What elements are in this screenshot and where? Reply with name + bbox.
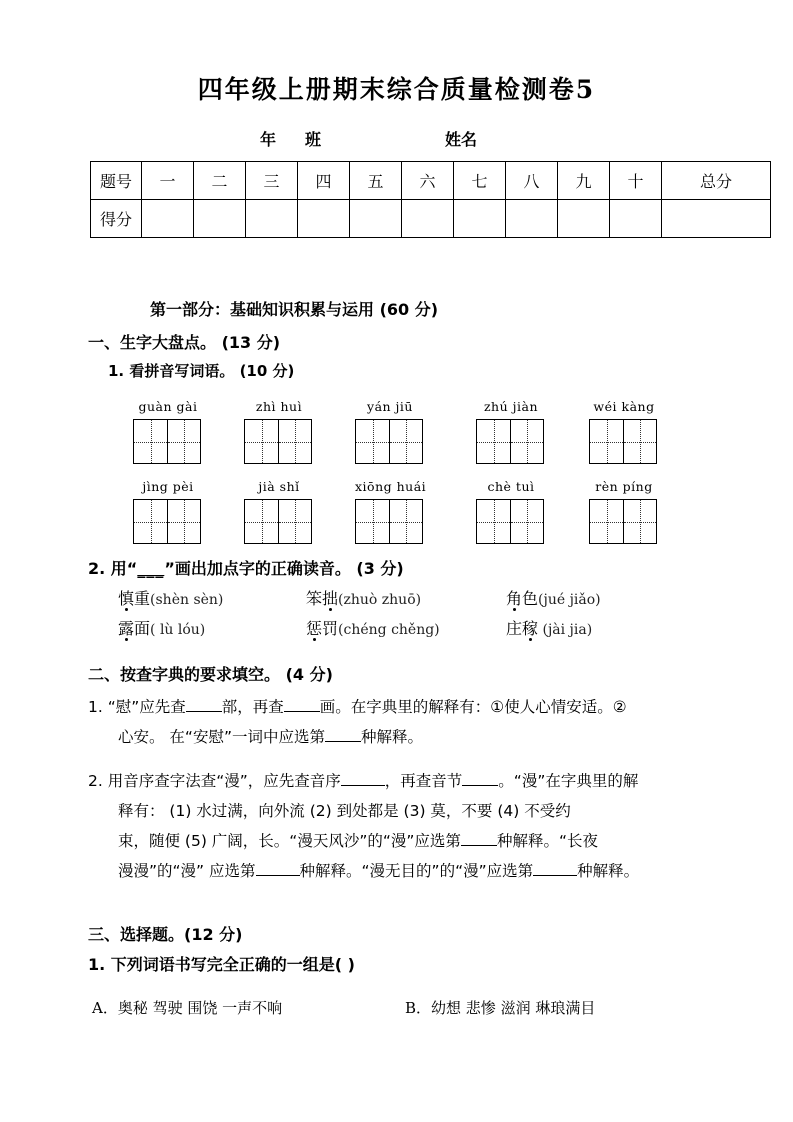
character-grid-box-2[interactable]: [244, 419, 312, 464]
pronunciation-choice-grid: [118, 586, 718, 646]
column-header-7: 七: [454, 162, 506, 200]
pinyin-item-3: [355, 398, 425, 464]
section-one-heading: 一、生字大盘点。 (13 分): [88, 333, 281, 352]
pinyin-label-3: yán jiū: [367, 399, 413, 414]
section-three-heading: 三、选择题。(12 分): [88, 925, 243, 944]
class-label: 班: [305, 130, 322, 149]
option-a[interactable]: [92, 997, 282, 1018]
q2-heading-pre: 2. 用“: [88, 559, 138, 578]
column-header-6: 六: [402, 162, 454, 200]
part-one-heading: 第一部分：基础知识积累与运用 (60 分): [150, 300, 439, 319]
name-label: 姓名: [445, 130, 478, 149]
score-cell-1[interactable]: [142, 200, 194, 238]
column-header-4: 四: [298, 162, 350, 200]
pron-word-post-1: 重: [134, 589, 151, 608]
q2-text-f: 种解释。“长夜: [496, 832, 598, 850]
student-id-line: [90, 127, 726, 149]
score-cell-6[interactable]: [402, 200, 454, 238]
table-row-scores: [91, 200, 771, 238]
column-header-10: 十: [610, 162, 662, 200]
pinyin-item-10: [589, 478, 659, 544]
row-label-score: 得分: [91, 200, 142, 238]
answer-blank[interactable]: [533, 875, 577, 876]
grid-cell[interactable]: [278, 420, 311, 463]
pron-word-post-5: 罚: [322, 619, 339, 638]
grid-cell[interactable]: [134, 420, 167, 463]
option-a-key: A．: [92, 999, 118, 1017]
pron-dot-char-3: 角: [506, 586, 522, 609]
pron-dot-char-2: 拙: [322, 586, 338, 609]
pron-dot-char-6: 稼: [522, 616, 538, 639]
pron-word-pre-2: 笨: [306, 589, 323, 608]
column-header-8: 八: [506, 162, 558, 200]
q1-text-e: 种解释。: [361, 728, 424, 746]
pinyin-item-4: [476, 398, 546, 464]
q1-text-c: 画。在字典里的解释有：①使人心情安适。②: [319, 698, 627, 716]
character-grid-box-1[interactable]: [133, 419, 201, 464]
option-a-text: 奥秘 驾驶 围饶 一声不响: [117, 999, 283, 1017]
grid-cell[interactable]: [245, 500, 278, 543]
pinyin-label-5: wéi kàng: [593, 399, 655, 414]
pinyin-label-4: zhú jiàn: [483, 399, 539, 414]
pinyin-label-9: chè tuì: [487, 479, 535, 494]
pron-item-6[interactable]: [506, 616, 592, 639]
character-grid-box-6[interactable]: [133, 499, 201, 544]
answer-blank[interactable]: [256, 875, 300, 876]
pron-item-3[interactable]: [506, 586, 601, 609]
pinyin-label-8: xiōng huái: [355, 479, 427, 494]
grid-cell[interactable]: [389, 420, 422, 463]
character-grid-box-10[interactable]: [589, 499, 657, 544]
section-two-q2-line4: [118, 856, 639, 886]
grid-cell[interactable]: [623, 500, 656, 543]
pinyin-item-5: [589, 398, 659, 464]
table-row-question-numbers: [91, 162, 771, 200]
pron-item-1[interactable]: [118, 586, 223, 609]
q1-text-d: 心安。 在“安慰”一词中应选第: [118, 728, 325, 746]
score-cell-8[interactable]: [506, 200, 558, 238]
pron-options-4[interactable]: ( lù lóu): [150, 622, 206, 638]
column-header-3: 三: [246, 162, 298, 200]
option-b[interactable]: [405, 997, 595, 1018]
score-cell-9[interactable]: [558, 200, 610, 238]
pron-options-3[interactable]: (jué jiǎo): [538, 592, 601, 608]
pinyin-item-8: [355, 478, 425, 544]
score-cell-10[interactable]: [610, 200, 662, 238]
character-grid-box-3[interactable]: [355, 419, 423, 464]
character-grid-box-8[interactable]: [355, 499, 423, 544]
grid-cell[interactable]: [356, 420, 389, 463]
column-header-2: 二: [194, 162, 246, 200]
option-b-key: B．: [405, 999, 432, 1017]
pron-word-post-3: 色: [522, 589, 539, 608]
section-two-q2-line1: [88, 766, 638, 796]
pinyin-write-row-1: [133, 398, 733, 476]
grade-label: 年: [260, 130, 277, 149]
score-table: [90, 161, 771, 238]
q2-text-a: 2. 用音序查字法查“漫”，应先查音序: [88, 772, 341, 790]
row-label-question-number: 题号: [91, 162, 142, 200]
pinyin-label-7: jià shǐ: [258, 479, 300, 494]
q2-heading-underline: ___: [137, 559, 165, 578]
pinyin-item-7: [244, 478, 314, 544]
answer-blank[interactable]: [462, 785, 498, 786]
grid-cell[interactable]: [389, 500, 422, 543]
grid-cell[interactable]: [167, 500, 200, 543]
grid-cell[interactable]: [134, 500, 167, 543]
section-two-q2-line3: [118, 826, 598, 856]
section-one-q1-heading: 1. 看拼音写词语。 (10 分): [108, 362, 295, 380]
column-header-9: 九: [558, 162, 610, 200]
q2-text-g: 漫漫”的“漫” 应选第: [118, 862, 256, 880]
pinyin-label-6: jìng pèi: [142, 479, 194, 494]
pinyin-item-1: [133, 398, 203, 464]
q1-text-b: 部，再查: [221, 698, 284, 716]
pron-options-2[interactable]: (zhuò zhuō): [338, 592, 422, 608]
pinyin-item-9: [476, 478, 546, 544]
pron-options-1[interactable]: (shèn sèn): [150, 592, 224, 608]
grid-cell[interactable]: [590, 420, 623, 463]
grid-cell[interactable]: [278, 500, 311, 543]
column-header-1: 一: [142, 162, 194, 200]
character-grid-box-4[interactable]: [476, 419, 544, 464]
score-cell-7[interactable]: [454, 200, 506, 238]
q2-heading-post: ”画出加点字的正确读音。 (3 分): [164, 559, 404, 578]
column-header-total: 总分: [662, 162, 771, 200]
character-grid-box-9[interactable]: [476, 499, 544, 544]
pron-dot-char-4: 露: [118, 616, 134, 639]
pinyin-item-6: [133, 478, 203, 544]
pron-options-6[interactable]: (jài jia): [538, 622, 593, 638]
grid-cell[interactable]: [590, 500, 623, 543]
column-header-5: 五: [350, 162, 402, 200]
score-cell-3[interactable]: [246, 200, 298, 238]
score-cell-2[interactable]: [194, 200, 246, 238]
answer-blank[interactable]: [325, 741, 361, 742]
section-one-q2-heading: [88, 556, 404, 579]
section-two-q1-line1: [88, 692, 627, 722]
grid-cell[interactable]: [510, 420, 543, 463]
pinyin-write-row-2: [133, 478, 733, 556]
pinyin-label-1: guàn gài: [138, 399, 198, 414]
pron-dot-char-1: 慎: [118, 586, 134, 609]
answer-blank[interactable]: [186, 711, 222, 712]
pronunciation-line-2: [118, 616, 718, 646]
grid-cell[interactable]: [510, 500, 543, 543]
grid-cell[interactable]: [477, 420, 510, 463]
pron-item-4[interactable]: [118, 616, 205, 639]
pinyin-label-2: zhì huì: [255, 399, 303, 414]
section-two-heading: 二、按查字典的要求填空。 (4 分): [88, 665, 333, 684]
pinyin-label-10: rèn píng: [595, 479, 653, 494]
q1-text-a: 1. “慰”应先查: [88, 698, 186, 716]
q2-text-d: 释有： (1) 水过满，向外流 (2) 到处都是 (3) 莫，不要 (4) 不受约: [118, 802, 571, 820]
pron-word-pre-6: 庄: [506, 619, 523, 638]
pron-word-post-4: 面: [134, 619, 151, 638]
grid-cell[interactable]: [245, 420, 278, 463]
grid-cell[interactable]: [356, 500, 389, 543]
character-grid-box-5[interactable]: [589, 419, 657, 464]
option-b-text: 幼想 悲惨 滋润 琳琅满目: [431, 999, 596, 1017]
grid-cell[interactable]: [477, 500, 510, 543]
score-cell-5[interactable]: [350, 200, 402, 238]
score-cell-total[interactable]: [662, 200, 771, 238]
character-grid-box-7[interactable]: [244, 499, 312, 544]
grid-cell[interactable]: [623, 420, 656, 463]
grid-cell[interactable]: [167, 420, 200, 463]
score-cell-4[interactable]: [298, 200, 350, 238]
answer-blank[interactable]: [461, 845, 497, 846]
q2-text-c: 。“漫”在字典里的解: [498, 772, 639, 790]
pronunciation-line-1: [118, 586, 718, 616]
pron-item-2[interactable]: [306, 586, 421, 609]
pinyin-item-2: [244, 398, 314, 464]
page-title: 四年级上册期末综合质量检测卷5: [197, 75, 596, 104]
pron-dot-char-5: 惩: [306, 616, 322, 639]
section-two-q1-line2: [118, 722, 423, 752]
pron-options-5[interactable]: (chéng chěng): [338, 622, 440, 638]
q2-text-h: 种解释。“漫无目的”的“漫”应选第: [299, 862, 534, 880]
answer-blank[interactable]: [341, 785, 385, 786]
q2-text-b: ，再查音节: [384, 772, 463, 790]
section-two-q2-line2: [118, 796, 571, 826]
answer-blank[interactable]: [284, 711, 320, 712]
section-three-q1: 1. 下列词语书写完全正确的一组是( ): [88, 955, 355, 974]
pron-item-5[interactable]: [306, 616, 440, 639]
q2-text-i: 种解释。: [577, 862, 640, 880]
q2-text-e: 束，随便 (5) 广阔，长。“漫天风沙”的“漫”应选第: [118, 832, 461, 850]
